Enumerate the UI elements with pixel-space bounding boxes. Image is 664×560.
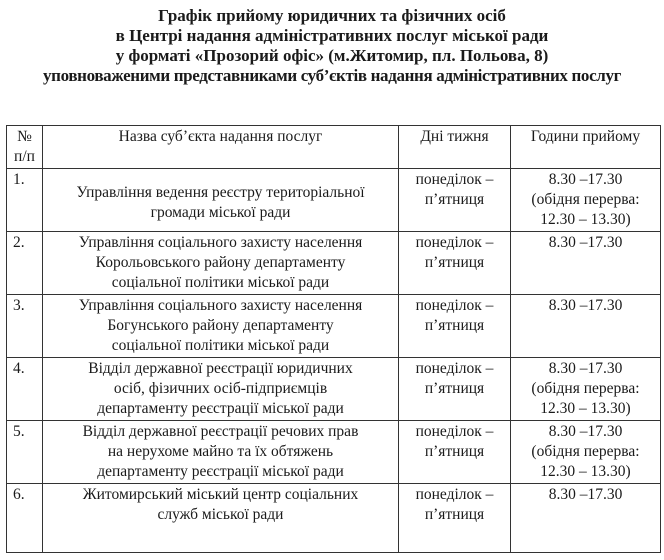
table-row — [7, 358, 661, 421]
service-provider-name-line: соціальної політики міської ради — [111, 337, 330, 354]
service-provider-name-line: Управління соціального захисту населення — [78, 297, 363, 314]
reception-hours-line: 8.30 –17.30 — [548, 171, 623, 188]
service-provider-name — [43, 169, 399, 232]
reception-hours-line: 8.30 –17.30 — [548, 423, 623, 440]
row-number: 1. — [7, 169, 43, 232]
title-line-3: у форматі «Прозорий офіс» (м.Житомир, пл. Польова, 8) — [115, 46, 549, 65]
service-provider-name-line: Відділ державної реєстрації юридичних — [88, 360, 353, 377]
working-days — [399, 169, 511, 232]
working-days-line: понеділок – — [415, 360, 494, 377]
service-provider-name-line: Корольовського району департаменту — [95, 254, 346, 271]
reception-hours-line: 8.30 –17.30 — [548, 234, 623, 251]
service-provider-name-line: Богунського району департаменту — [107, 317, 334, 334]
row-number: 6. — [7, 484, 43, 553]
reception-hours — [511, 484, 661, 553]
reception-hours-line: 8.30 –17.30 — [548, 297, 623, 314]
header-number: № п/п — [7, 126, 43, 169]
table-row — [7, 484, 661, 553]
reception-hours — [511, 421, 661, 484]
working-days-line: понеділок – — [415, 423, 494, 440]
service-provider-name — [43, 295, 399, 358]
working-days-line: понеділок – — [415, 234, 494, 251]
row-number: 4. — [7, 358, 43, 421]
reception-hours-line: (обідня перерва: — [531, 443, 640, 460]
working-days — [399, 421, 511, 484]
service-provider-name-line: громади міської ради — [150, 203, 291, 221]
service-provider-name — [43, 421, 399, 484]
schedule-table — [6, 125, 661, 553]
table-row — [7, 232, 661, 295]
reception-hours-line: 8.30 –17.30 — [548, 360, 623, 377]
reception-hours-line: 12.30 – 13.30) — [540, 400, 631, 417]
row-number: 5. — [7, 421, 43, 484]
working-days-line: п’ятниця — [424, 254, 485, 271]
reception-hours — [511, 232, 661, 295]
working-days-line: п’ятниця — [424, 317, 485, 334]
service-provider-name-line: осіб, фізичних осіб-підприємців — [113, 380, 328, 397]
working-days-line: п’ятниця — [424, 506, 485, 523]
service-provider-name-line: на нерухоме майно та їх обтяжень — [107, 443, 334, 460]
table-header-row — [7, 126, 661, 169]
working-days-line: п’ятниця — [424, 443, 485, 460]
service-provider-name-line: Відділ державної реєстрації речових прав — [82, 423, 359, 440]
document-title — [0, 6, 664, 86]
header-hours: Години прийому — [511, 126, 661, 169]
service-provider-name-line: соціальної політики міської ради — [111, 274, 330, 291]
reception-hours — [511, 169, 661, 232]
working-days-line: понеділок – — [415, 297, 494, 314]
working-days-line: понеділок – — [415, 486, 494, 503]
working-days — [399, 484, 511, 553]
service-provider-name — [43, 484, 399, 553]
service-provider-name-line: служб міської ради — [157, 506, 284, 523]
service-provider-name — [43, 232, 399, 295]
table-row — [7, 421, 661, 484]
service-provider-name-line: департаменту реєстрації міської ради — [97, 400, 344, 417]
reception-hours-line: 12.30 – 13.30) — [540, 211, 631, 228]
title-line-4: уповноваженими представниками суб’єктів надання адміністративних послуг — [43, 66, 621, 85]
working-days-line: понеділок – — [415, 171, 494, 188]
title-line-2: в Центрі надання адміністративних послуг міської ради — [115, 26, 549, 45]
working-days — [399, 232, 511, 295]
header-days: Дні тижня — [399, 126, 511, 169]
row-number: 3. — [7, 295, 43, 358]
working-days-line: п’ятниця — [424, 380, 485, 397]
reception-hours-line: 8.30 –17.30 — [548, 486, 623, 503]
row-number: 2. — [7, 232, 43, 295]
working-days — [399, 358, 511, 421]
reception-hours-line: 12.30 – 13.30) — [540, 463, 631, 480]
reception-hours — [511, 295, 661, 358]
service-provider-name-line: Управління ведення реєстру територіальної — [76, 183, 365, 201]
table-row — [7, 169, 661, 232]
header-name: Назва суб’єкта надання послуг — [43, 126, 399, 169]
reception-hours-line: (обідня перерва: — [531, 191, 640, 208]
working-days-line: п’ятниця — [424, 191, 485, 208]
table-row — [7, 295, 661, 358]
reception-hours-line: (обідня перерва: — [531, 380, 640, 397]
service-provider-name — [43, 358, 399, 421]
service-provider-name-line: департаменту реєстрації міської ради — [97, 463, 344, 480]
service-provider-name-line: Житомирський міський центр соціальних — [82, 486, 359, 503]
title-line-1: Графік прийому юридичних та фізичних осіб — [158, 6, 506, 25]
working-days — [399, 295, 511, 358]
reception-hours — [511, 358, 661, 421]
service-provider-name-line: Управління соціального захисту населення — [78, 234, 363, 251]
